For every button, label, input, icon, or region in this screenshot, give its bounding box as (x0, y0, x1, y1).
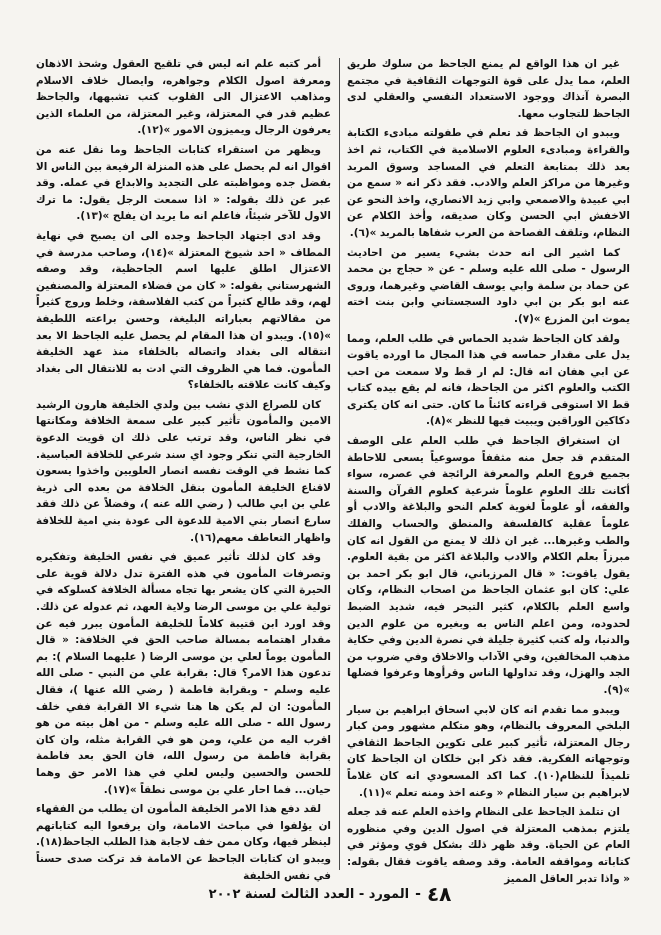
paragraph: أمر كتبه علم انه ليس في تلقيح العقول وشحذ الاذهان ومعرفة اصول الكلام وجواهره، وايصال خلاف الاسلام ومذاهب الاعتزال الى القلوب كتب تشبهها، والجاحظ عظيم قدر في المعتزلة، وغير المعتزلة، من العلماء الذين يعرفون الرجال ويميزون الامور »(١٢). (36, 58, 331, 137)
footer-separator: - (415, 886, 421, 902)
paragraph: لقد دفع هذا الامر الخليفة المأمون ان يطلب من الفقهاء ان يؤلفوا في مباحث الامامة، وان يرفعوا اليه كتاباتهم لينظر فيها، وكان ممن خف لاجابة هذا الطلب الجاحظ(١٨). ويبدو ان كتابات الجاحظ عن الامامة قد تركت صدى حسناً في نفس الخليفة (36, 803, 331, 882)
paragraph: ان تتلمذ الجاحظ على النظام واخذه العلم عنه قد جعله يلتزم بمذهب المعتزلة في اصول الدين وفي منظوره العام عن الحياة. وقد ظهر ذلك بشكل قوي ومؤثر في كتاباته ومواقفه العامة. وقد وصفه ياقوت فقال بقوله: « واذا تدبر العاقل المميز (347, 806, 630, 885)
page-footer (180, 882, 480, 906)
page-number: ٤٨ (426, 882, 452, 906)
paragraph: كما اشير الى انه حدث بشيء يسير من احاديث الرسول - صلى الله عليه وسلم - عن « حجاج بن محمد عن حماد بن سلمة وابي يوسف القاضي وغيرهما، وروى عنه ابو بكر بن ابي داود السجستاني وابن بنت اخته يموت ابن المزرع »(٧). (347, 246, 630, 325)
paragraph: ويبدو مما تقدم انه كان لابي اسحاق ابراهيم بن سيار البلخي المعروف بالنظام، وهو متكلم مشهور ومن كبار رجال المعتزلة، تأثير كبير على تكوين الجاحظ الثقافي وتوجهاته الفكرية. فقد ذكر ابن خلكان ان الجاحظ كان تلميذاً للنظام(١٠). كما اكد المسعودي انه كان غلاماً لابراهيم بن سيار النظام « وعنه اخذ ومنه تعلم »(١١). (347, 703, 630, 799)
paragraph: غير ان هذا الواقع لم يمنع الجاحظ من سلوك طريق العلم، مما يدل على قوة التوجهات الثقافية في مجتمع البصرة آنذاك ووجود الاستعداد النفسي والعقلي لدى الجاحظ للتجاوب معها. (347, 58, 630, 120)
paragraph: وقد ادى اجتهاد الجاحظ وجده الى ان يصبح في نهاية المطاف « احد شيوخ المعتزلة »(١٤)، وصاحب مدرسة في الاعتزال اطلق عليها اسم الجاحظية، وقد وصفه الشهرستاني بقوله: « كان من فضلاء المعتزلة والمصنفين لهم، وقد طالع كثيراً من كتب الفلاسفة، وخلط وروج كثيراً من مقالاتهم بعباراته البليغة، وحسن براعته اللطيفة »(١٥). ويبدو ان هذا المقام لم يحصل عليه الجاحظ الا بعد انتقاله الى بغداد واتصاله بالخلفاء منذ عهد الخليفة المأمون. فما هي الظروف التي ادت به للانتقال الى بغداد وكيف كانت علاقته بالخلفاء؟ (36, 229, 331, 392)
paragraph: وقد كان لذلك تأثير عميق في نفس الخليفة وتفكيره وتصرفات المأمون في هذه الفترة تدل دلالة قوية على الحيرة التي كان يشعر بها تجاه مسألة الخلافة كسلوكه في تولية علي بن موسى الرضا ولاية العهد، ثم عدوله عن ذلك. وقد اورد ابن قتيبة كلاماً للخليفة المأمون يبرر فيه عن مقدار اهتمامه بمسالة صاحب الحق في الخلافة: « قال المأمون يوماً لعلي بن موسى الرضا ( عليهما السلام ): بم تدعون هذا الامر؟ قال: بقرابة علي من النبي - صلى الله عليه وسلم - وبقرابة فاطمة ( رضي الله عنها )، فقال المأمون: ان لم يكن ها هنا شيء الا القرابة ففي خلف رسول الله - صلى الله عليه وسلم - من اهل بيته من هو اقرب اليه من علي، ومن هو في القرابة مثله، وان كان بقرابة فاطمة من رسول الله، فان الحق بعد فاطمة للحسن والحسين وليس لعلي في هذا الامر حق وهما حيان... فما احار علي بن موسى نطقاً »(١٧). (36, 551, 331, 796)
column-divider (339, 58, 340, 870)
left-text-column (36, 56, 331, 882)
right-text-column (347, 56, 630, 885)
paragraph: ويبدو ان الجاحظ قد تعلم في طفولته مبادىء الكتابة والقراءة ومبادىء العلوم الاسلامية في الكتاب، ثم اخذ بعد ذلك بمتابعة التعلم في المساجد وسوق المربد وغيرها من مراكز العلم والادب. فقد ذكر انه « سمع من ابي عبيدة والاصمعي وابي زيد الانصاري، واخذ النحو عن الاخفش ابي الحسن وكان صديقه، وأخذ الكلام عن النظام، وتلقف الفصاحة من العرب شفاها بالمربد »(٦). (347, 127, 630, 239)
paragraph: كان للصراع الذي نشب بين ولدي الخليفة هارون الرشيد الامين والمأمون تأثير كبير على سمعة الخلافة ومكانتها في نظر الناس، وقد ترتب على ذلك ان قويت الدعوة الخارجية التي تنكر وجود اي سند شرعي للخلافة العباسية. كما نشط في الوقت نفسه انصار العلويين واخذوا يسعون لاقناع الخليفة المأمون بنقل الخلافة من بعده الى ذرية علي بن ابي طالب ( رضي الله عنه )، وفضلاً عن ذلك فقد سارع انصار بني الامية للدعوة الى عودة بني امية للخلافة واظهار التعاطف معهم(١٦). (36, 398, 331, 544)
journal-issue-title: المورد - العدد الثالث لسنة ٢٠٠٢ (208, 886, 410, 902)
paragraph: ولقد كان الجاحظ شديد الحماس في طلب العلم، ومما يدل على مقدار حماسه في هذا المجال ما اورده ياقوت عن ابي هفان انه قال: لم ار قط ولا سمعت من احب الكتب والعلوم اكثر من الجاحظ، فانه لم يقع بيده كتاب قط الا استوفى قراءته كائناً ما كان. حتى انه كان يكترى دكاكين الوراقين ويبيت فيها للنظر »(٨). (347, 332, 630, 428)
paragraph: ان استغراق الجاحظ في طلب العلم على الوصف المتقدم قد جعل منه مثقفاً موسوعياً يسعى للاحاطة بجميع فروع العلم والمعرفة الرائجة في عصره، سواء أكانت تلك العلوم علوماً شرعية كعلوم القرآن والسنة والفقه، أو علوماً لغوية كعلم النحو والبلاغة والادب أو علوماً عقلية كالفلسفة والمنطق والحساب والفلك والطب وغيرها... غير ان ذلك لا يمنع من القول انه كان مبرزاً بعلم الكلام والادب والبلاغة اكثر من بقية العلوم. يقول ياقوت: « قال المرزباني، قال ابو بكر احمد بن علي: كان ابو عثمان الجاحظ من اصحاب النظام، وكان واسع العلم بالكلام، كثير التبحر فيه، شديد الضبط لحدوده، ومن اعلم الناس به وبغيره من علوم الدين والدنيا، وله كتب كثيرة جليلة في نصرة الدين وفي حكاية مذهب المخالفين، وفي الآداب والاخلاق وفي ضروب من الجد والهزل، وقد تداولها الناس وقرأوها وعرفوا فضلها »(٩). (347, 435, 630, 696)
paragraph: ويظهر من استقراء كتابات الجاحظ وما نقل عنه من اقوال انه لم يحصل على هذه المنزلة الرفيعة بين الناس الا بفضل جده ومواظبته على التجديد والابداع في عمله. وقد عبر عن ذلك بقوله: « اذا سمعت الرجل يقول: ما ترك الاول للآخر شيئاً، فاعلم انه ما يريد ان يفلح »(١٣). (36, 143, 331, 223)
